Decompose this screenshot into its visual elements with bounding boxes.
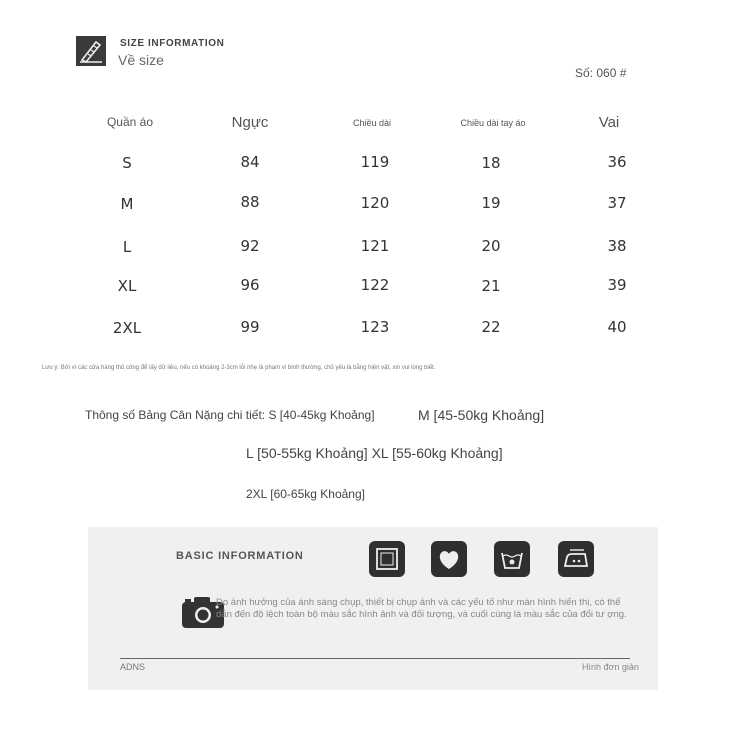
col-header-size: Quần áo bbox=[106, 115, 154, 129]
sleeve-cell: 19 bbox=[481, 194, 501, 212]
shoulder-cell: 39 bbox=[607, 276, 627, 294]
chest-cell: 99 bbox=[240, 318, 260, 336]
size-information-title: SIZE INFORMATION bbox=[120, 38, 225, 49]
measurement-note: Lưu ý: Bởi vì các cửa hàng thủ công để lấy dữ liệu, nếu có khoảng 2-3cm lỗi nhẹ là phạm vi bình thường, chủ yếu là bằng hiện vật, xin vui lòng biết. bbox=[42, 365, 436, 371]
shoulder-cell: 36 bbox=[607, 153, 627, 171]
col-header-sleeve: Chiều dài tay áo bbox=[460, 118, 526, 128]
size-cell: L bbox=[122, 238, 132, 256]
length-cell: 123 bbox=[360, 318, 390, 336]
size-cell: M bbox=[120, 195, 134, 213]
dry-clean-icon bbox=[369, 541, 405, 577]
divider bbox=[120, 658, 630, 659]
sleeve-cell: 18 bbox=[481, 154, 501, 172]
length-cell: 122 bbox=[360, 276, 390, 294]
sleeve-cell: 22 bbox=[481, 318, 501, 336]
chest-cell: 88 bbox=[240, 193, 260, 211]
size-cell: S bbox=[122, 154, 132, 172]
basic-info-title: BASIC INFORMATION bbox=[176, 550, 304, 562]
col-header-shoulder: Vai bbox=[598, 114, 620, 131]
ruler-icon bbox=[76, 36, 106, 66]
length-cell: 120 bbox=[360, 194, 390, 212]
hand-wash-icon bbox=[431, 541, 467, 577]
footer-caption: Hình đơn giản bbox=[582, 662, 639, 672]
chest-cell: 84 bbox=[240, 153, 260, 171]
length-cell: 121 bbox=[360, 237, 390, 255]
chest-cell: 92 bbox=[240, 237, 260, 255]
size-cell: XL bbox=[117, 277, 137, 295]
weight-m: M [45-50kg Khoảng] bbox=[418, 407, 545, 423]
sleeve-cell: 20 bbox=[481, 237, 501, 255]
size-cell: 2XL bbox=[112, 319, 142, 337]
color-disclaimer: Do ảnh hưởng của ánh sáng chụp, thiết bị chụp ảnh và các yếu tố như màn hình hiển thị, có thể dẫn đến độ lệch toàn bộ màu sắc hình ảnh và đối tượng, và cuối cùng là màu sắc của đối tư ợng. bbox=[216, 597, 627, 620]
weight-line-3: 2XL [60-65kg Khoảng] bbox=[246, 487, 365, 501]
shoulder-cell: 40 bbox=[607, 318, 627, 336]
shoulder-cell: 38 bbox=[607, 237, 627, 255]
length-cell: 119 bbox=[360, 153, 390, 171]
weight-line-2: L [50-55kg Khoảng] XL [55-60kg Khoảng] bbox=[246, 445, 503, 461]
weight-line-1: Thông số Bảng Cân Nặng chi tiết: S [40-45kg Khoảng] bbox=[85, 408, 375, 422]
sleeve-cell: 21 bbox=[481, 277, 501, 295]
water-wash-icon bbox=[494, 541, 530, 577]
iron-icon bbox=[558, 541, 594, 577]
shoulder-cell: 37 bbox=[607, 194, 627, 212]
chest-cell: 96 bbox=[240, 276, 260, 294]
col-header-length: Chiều dài bbox=[352, 118, 392, 128]
col-header-chest: Ngực bbox=[231, 114, 269, 131]
product-code: Số: 060 # bbox=[575, 66, 627, 80]
footer-brand: ADNS bbox=[120, 662, 146, 672]
size-subtitle: Về size bbox=[118, 52, 164, 68]
